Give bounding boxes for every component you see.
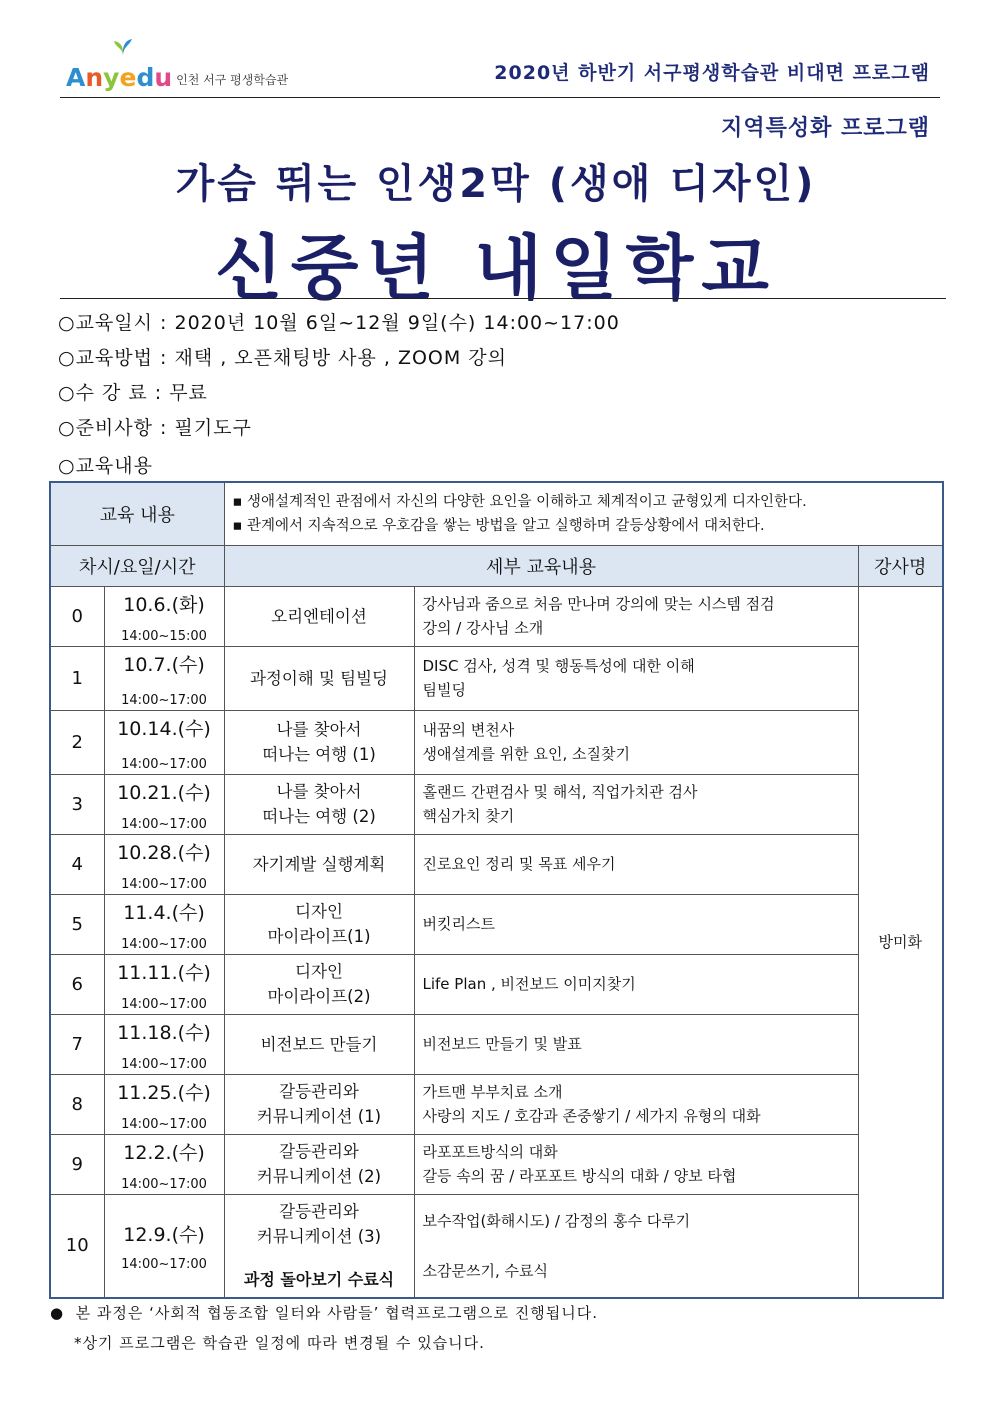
- table-row: [50, 1014, 943, 1074]
- detail-line: 진로요인 정리 및 목표 세우기: [422, 855, 616, 873]
- detail-line: 생애설계를 위한 요인, 소질찾기: [422, 745, 630, 763]
- detail-line: 사랑의 지도 / 호감과 존중쌓기 / 세가지 유형의 대화: [422, 1107, 761, 1125]
- logo-letter: y: [103, 63, 120, 92]
- note-partner: ● 본 과정은 ‘사회적 협동조합 일터와 사람들’ 협력프로그램으로 진행됩니다.: [50, 1304, 599, 1322]
- detail-line: 강의 / 강사님 소개: [422, 619, 544, 637]
- session-topic: [224, 1014, 414, 1074]
- detail-line: 비전보드 만들기 및 발표: [422, 1035, 582, 1053]
- time-text: 14:00~17:00: [121, 936, 207, 952]
- logo-letter: n: [85, 63, 104, 92]
- lecturer-name: 방미화: [858, 586, 943, 1298]
- session-date: [104, 1014, 224, 1074]
- time-text: 14:00~15:00: [121, 628, 207, 644]
- session-topic: [224, 710, 414, 774]
- detail-line: DISC 검사, 성격 및 행동특성에 대한 이해: [422, 657, 695, 675]
- detail-line: 보수작업(화해시도) / 감정의 홍수 다루기: [422, 1211, 691, 1230]
- info-schedule: ○교육일시 : 2020년 10월 6일~12월 9일(수) 14:00~17:00: [58, 312, 620, 334]
- info-fee: ○수 강 료 : 무료: [58, 382, 208, 404]
- table-row: [50, 894, 943, 954]
- session-date: [104, 710, 224, 774]
- topic-line: 갈등관리와: [279, 1202, 359, 1222]
- logo-subtitle: 인천 서구 평생학습관: [176, 73, 289, 87]
- summary-line: ▪ 생애설계적인 관점에서 자신의 다양한 요인을 이해하고 체계적이고 균형있게 디자인한다.: [232, 493, 807, 510]
- session-detail: [414, 1014, 858, 1074]
- date-text: 11.18.(수): [117, 1021, 211, 1044]
- detail-line: 가트맨 부부치료 소개: [422, 1083, 563, 1101]
- session-topic: [224, 774, 414, 834]
- table-row: [50, 954, 943, 1014]
- session-date: [104, 774, 224, 834]
- detail-line: 강사님과 줌으로 처음 만나며 강의에 맞는 시스템 점검: [422, 595, 775, 613]
- topic-line: 디자인: [295, 962, 343, 981]
- topic-line: 오리엔테이션: [271, 606, 367, 626]
- table-row: [50, 774, 943, 834]
- session-date: [104, 1074, 224, 1134]
- session-date: [104, 1134, 224, 1194]
- session-topic: [224, 1194, 414, 1298]
- date-text: 10.28.(수): [117, 841, 211, 864]
- program-series: 2020년 하반기 서구평생학습관 비대면 프로그램: [494, 62, 930, 84]
- title-line1: 가슴 뛰는 인생2막 (생애 디자인): [175, 161, 817, 207]
- session-detail: [414, 1074, 858, 1134]
- date-text: 11.11.(수): [117, 961, 211, 984]
- summary-text: [224, 482, 943, 545]
- session-number: 9: [50, 1134, 104, 1194]
- topic-line: 떠나는 여행 (2): [262, 807, 376, 826]
- topic-line: 과정 돌아보기 수료식: [243, 1270, 395, 1290]
- time-text: 14:00~17:00: [121, 1056, 207, 1072]
- detail-line: 버킷리스트: [422, 915, 495, 933]
- time-text: 14:00~17:00: [121, 756, 207, 772]
- session-number: 0: [50, 586, 104, 646]
- session-detail: [414, 894, 858, 954]
- summary-label: 교육 내용: [50, 482, 224, 545]
- info-prep: ○준비사항 : 필기도구: [58, 417, 252, 439]
- detail-line: 홀랜드 간편검사 및 해석, 직업가치관 검사: [422, 783, 698, 801]
- detail-line: 팀빌딩: [422, 681, 466, 699]
- header-divider: [60, 97, 940, 98]
- session-topic: [224, 586, 414, 646]
- session-detail: [414, 774, 858, 834]
- session-number: 7: [50, 1014, 104, 1074]
- date-text: 10.6.(화): [123, 593, 205, 616]
- topic-line: 마이라이프(2): [267, 987, 371, 1006]
- detail-line: 핵심가치 찾기: [422, 807, 515, 825]
- session-detail: [414, 1134, 858, 1194]
- title-line2: 신중년 내일학교: [215, 227, 777, 309]
- session-date: [104, 894, 224, 954]
- detail-line: Life Plan , 비전보드 이미지찾기: [422, 975, 636, 993]
- session-detail: [414, 710, 858, 774]
- session-detail: [414, 1194, 858, 1298]
- topic-line: 나를 찾아서: [276, 782, 362, 801]
- topic-line: 커뮤니케이션 (1): [256, 1107, 382, 1126]
- info-content-label: ○교육내용: [58, 455, 153, 477]
- topic-line: 커뮤니케이션 (2): [256, 1167, 382, 1186]
- date-text: 12.9.(수): [123, 1223, 205, 1246]
- time-text: 14:00~17:00: [121, 996, 207, 1012]
- session-number: 2: [50, 710, 104, 774]
- session-date: [104, 954, 224, 1014]
- table-row: [50, 1134, 943, 1194]
- date-text: 10.21.(수): [117, 781, 211, 804]
- date-text: 12.2.(수): [123, 1141, 205, 1164]
- time-text: 14:00~17:00: [121, 1116, 207, 1132]
- topic-line: 커뮤니케이션 (3): [256, 1227, 382, 1247]
- date-text: 10.7.(수): [123, 653, 205, 676]
- session-date: [104, 1194, 224, 1298]
- session-number: 4: [50, 834, 104, 894]
- session-detail: [414, 586, 858, 646]
- title-divider: [60, 298, 946, 299]
- summary-line: ▪ 관계에서 지속적으로 우호감을 쌓는 방법을 알고 실행하며 갈등상황에서 대처한다.: [232, 517, 765, 534]
- session-number: 1: [50, 646, 104, 710]
- topic-line: 디자인: [295, 902, 343, 921]
- info-method: ○교육방법 : 재택 , 오픈채팅방 사용 , ZOOM 강의: [58, 347, 508, 369]
- time-text: 14:00~17:00: [121, 876, 207, 892]
- logo-letter: e: [119, 63, 137, 92]
- time-text: 14:00~17:00: [121, 1176, 207, 1192]
- session-topic: [224, 1074, 414, 1134]
- table-row: [50, 586, 943, 646]
- table-row: [50, 646, 943, 710]
- topic-line: 마이라이프(1): [267, 927, 371, 946]
- date-text: 11.4.(수): [123, 901, 205, 924]
- curriculum-table: [49, 481, 942, 1299]
- session-topic: [224, 894, 414, 954]
- session-detail: [414, 954, 858, 1014]
- time-text: 14:00~17:00: [121, 1256, 207, 1272]
- session-date: [104, 586, 224, 646]
- session-number: 3: [50, 774, 104, 834]
- topic-line: 자기계발 실행계획: [252, 854, 386, 874]
- topic-line: 갈등관리와: [279, 1082, 359, 1101]
- anyedu-logo: [66, 52, 288, 92]
- topic-line: 비전보드 만들기: [260, 1034, 378, 1054]
- session-detail: [414, 834, 858, 894]
- topic-line: 과정이해 및 팀빌딩: [249, 668, 388, 688]
- session-date: [104, 834, 224, 894]
- session-number: 6: [50, 954, 104, 1014]
- logo-wordmark: [66, 64, 172, 92]
- session-detail: [414, 646, 858, 710]
- table-row: [50, 1074, 943, 1134]
- logo-letter: A: [66, 63, 86, 92]
- detail-line: 내꿈의 변천사: [422, 721, 515, 739]
- col-header-session: 차시/요일/시간: [50, 545, 224, 586]
- session-number: 10: [50, 1194, 104, 1298]
- session-number: 8: [50, 1074, 104, 1134]
- topic-line: 나를 찾아서: [276, 720, 362, 739]
- note-change: *상기 프로그램은 학습관 일정에 따라 변경될 수 있습니다.: [74, 1334, 485, 1352]
- session-topic: [224, 954, 414, 1014]
- detail-line: 소감문쓰기, 수료식: [422, 1261, 548, 1280]
- session-topic: [224, 834, 414, 894]
- logo-letter: d: [136, 63, 155, 92]
- time-text: 14:00~17:00: [121, 692, 207, 708]
- table-row: [50, 710, 943, 774]
- detail-line: 갈등 속의 꿈 / 라포포트 방식의 대화 / 양보 타협: [422, 1167, 737, 1185]
- sprout-icon: [112, 38, 134, 56]
- col-header-lecturer: 강사명: [858, 545, 943, 586]
- session-topic: [224, 646, 414, 710]
- table-row: [50, 834, 943, 894]
- time-text: 14:00~17:00: [121, 816, 207, 832]
- session-date: [104, 646, 224, 710]
- topic-line: 떠나는 여행 (1): [262, 745, 376, 764]
- date-text: 11.25.(수): [117, 1081, 211, 1104]
- date-text: 10.14.(수): [117, 717, 211, 740]
- session-number: 5: [50, 894, 104, 954]
- logo-letter: u: [154, 63, 173, 92]
- detail-line: 라포포트방식의 대화: [422, 1143, 558, 1161]
- session-topic: [224, 1134, 414, 1194]
- col-header-detail: 세부 교육내용: [224, 545, 858, 586]
- program-type: 지역특성화 프로그램: [721, 116, 930, 141]
- table-row: [50, 1194, 943, 1298]
- topic-line: 갈등관리와: [279, 1142, 359, 1161]
